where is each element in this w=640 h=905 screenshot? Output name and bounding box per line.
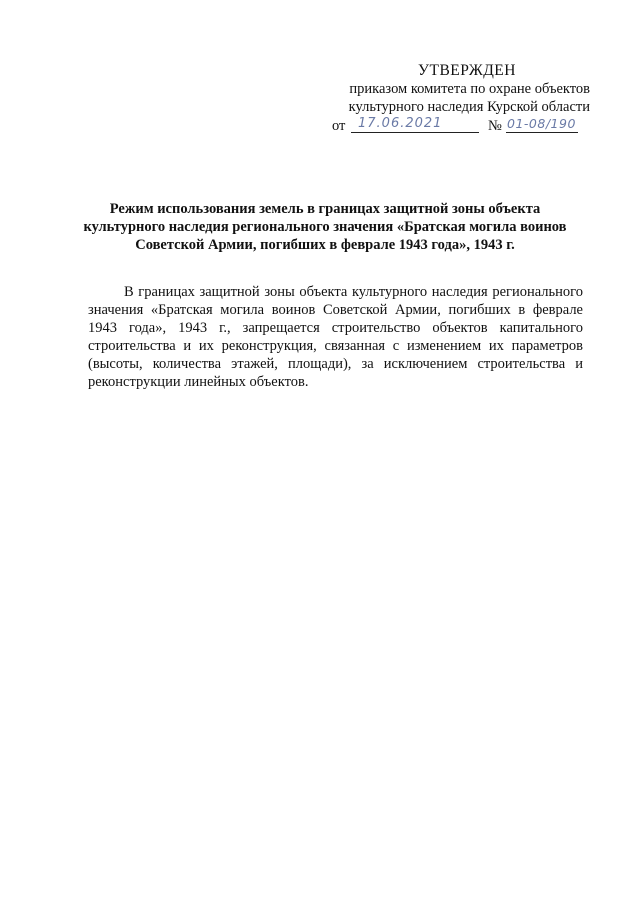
- handwritten-date: 17.06.2021: [358, 116, 443, 131]
- document-body-paragraph: В границах защитной зоны объекта культурного наследия регионального значения «Братская могила воинов Советской Армии, погибших в феврале 1943 года», 1943 г., запрещается строительство объектов капитального строительства и их реконструкция, связанная с изменением их параметров (высоты, количества этажей, площади), за исключением строительства и реконструкции линейных объектов.: [88, 284, 583, 390]
- number-prefix: №: [488, 118, 502, 134]
- approval-order-line: приказом комитета по охране объектов: [349, 81, 590, 97]
- handwritten-number: 01-08/190: [507, 116, 576, 131]
- approval-committee-line: культурного наследия Курской области: [348, 99, 590, 115]
- document-title: Режим использования земель в границах защитной зоны объекта культурного наследия регионального значения «Братская могила воинов Советской Армии, погибших в феврале 1943 года», 1943 г.: [83, 201, 567, 253]
- approval-block: [318, 62, 590, 136]
- date-prefix: от: [332, 118, 346, 134]
- approval-date-number-row: [318, 116, 590, 136]
- approved-title: УТВЕРЖДЕН: [418, 62, 516, 79]
